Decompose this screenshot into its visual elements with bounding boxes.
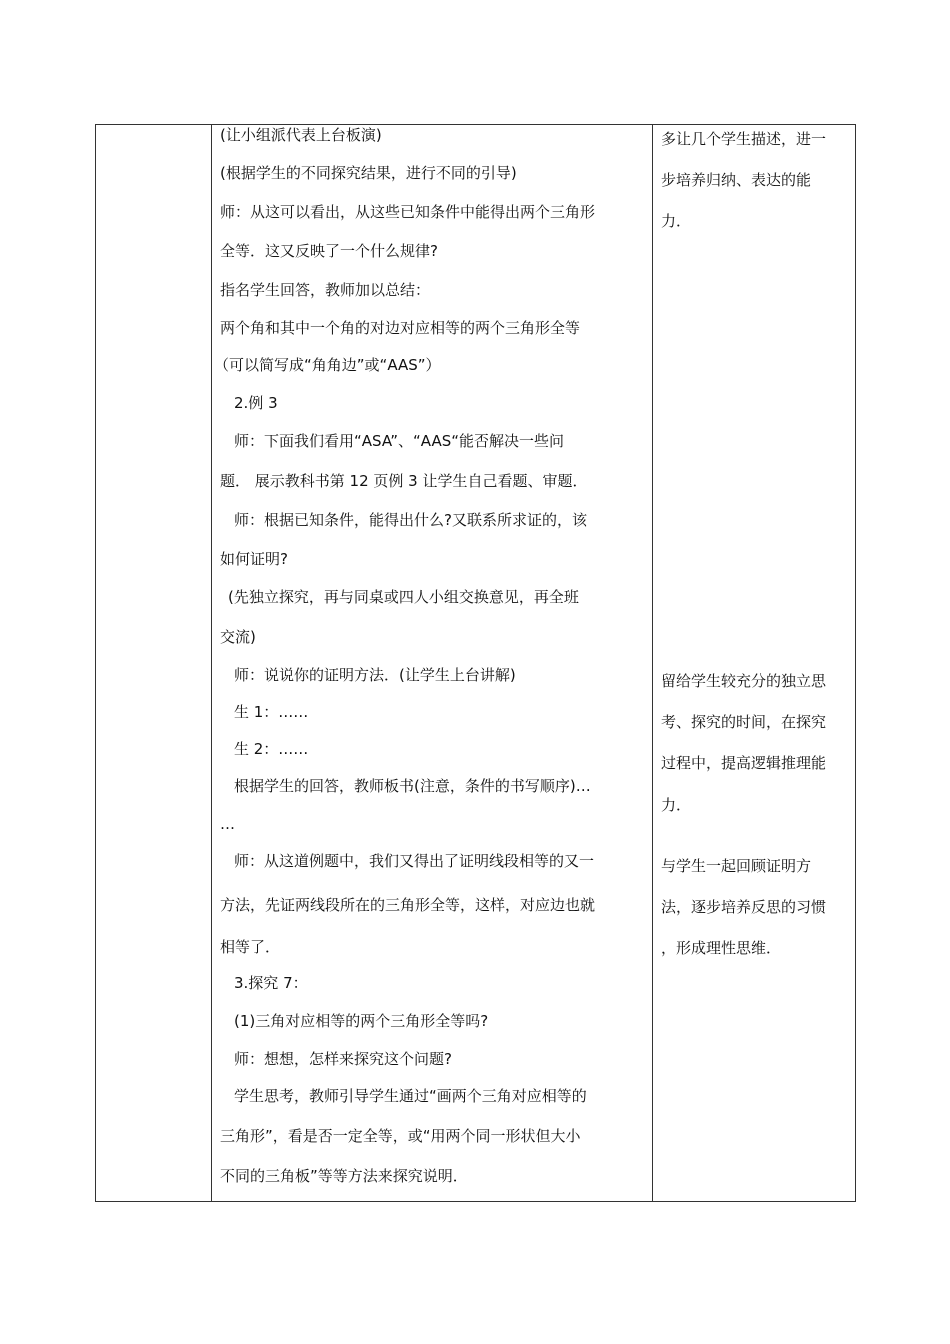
process-line: 师：根据已知条件，能得出什么?又联系所求证的，该 [234, 511, 587, 529]
intent-line: 与学生一起回顾证明方 [661, 857, 812, 875]
lesson-plan-table [95, 124, 856, 1202]
process-line: (先独立探究，再与同桌或四人小组交换意见，再全班 [228, 588, 579, 606]
process-line: 根据学生的回答，教师板书(注意，条件的书写顺序)… [234, 777, 591, 795]
intent-line: 力． [661, 796, 692, 814]
intent-line: 过程中，提高逻辑推理能 [661, 754, 827, 772]
process-line: 2.例 3 [234, 394, 278, 412]
intent-line: 法，逐步培养反思的习惯 [661, 898, 827, 916]
process-line: (根据学生的不同探究结果，进行不同的引导) [220, 164, 517, 182]
process-line: 三角形”，看是否一定全等，或“用两个同一形状但大小 [220, 1127, 581, 1145]
process-line: 相等了． [220, 938, 281, 956]
intent-line: ，形成理性思维． [661, 939, 782, 957]
process-line: 生 1：…… [234, 703, 309, 721]
process-line: 3.探究 7： [234, 974, 308, 992]
design-intent-cell [653, 125, 856, 1202]
process-line: (1)三角对应相等的两个三角形全等吗? [234, 1012, 489, 1030]
intent-line: 多让几个学生描述，进一 [661, 130, 827, 148]
process-line: (让小组派代表上台板演) [220, 126, 382, 144]
process-line: 交流) [220, 628, 256, 646]
process-line: （可以简写成“角角边”或“AAS”） [214, 356, 441, 374]
intent-line: 留给学生较充分的独立思 [661, 672, 827, 690]
process-line: 两个角和其中一个角的对边对应相等的两个三角形全等 [220, 319, 581, 337]
table-row [96, 125, 856, 1202]
intent-line: 力． [661, 212, 692, 230]
process-line: 师：从这可以看出，从这些已知条件中能得出两个三角形 [220, 203, 596, 221]
process-line: 不同的三角板”等等方法来探究说明． [220, 1167, 468, 1185]
process-line: 如何证明? [220, 550, 288, 568]
process-line: 全等．这又反映了一个什么规律? [220, 242, 438, 260]
process-line: 师：想想，怎样来探究这个问题? [234, 1050, 452, 1068]
process-line: 师：下面我们看用“ASA”、“AAS“能否解决一些问 [234, 432, 565, 450]
intent-line: 考、探究的时间，在探究 [661, 713, 827, 731]
left-empty-cell [96, 125, 212, 1202]
teaching-process-cell [212, 125, 653, 1202]
process-line: 师：从这道例题中，我们又得出了证明线段相等的又一 [234, 852, 595, 870]
process-line: 生 2：…… [234, 740, 309, 758]
process-line: 方法，先证两线段所在的三角形全等，这样，对应边也就 [220, 896, 596, 914]
intent-line: 步培养归纳、表达的能 [661, 171, 812, 189]
process-line: 师：说说你的证明方法．(让学生上台讲解) [234, 666, 516, 684]
process-line: 学生思考，教师引导学生通过“画两个三角对应相等的 [234, 1087, 587, 1105]
process-line: 指名学生回答，教师加以总结： [220, 281, 431, 299]
process-line: 题． 展示教科书第 12 页例 3 让学生自己看题、审题． [220, 472, 588, 490]
process-line: … [220, 815, 235, 833]
